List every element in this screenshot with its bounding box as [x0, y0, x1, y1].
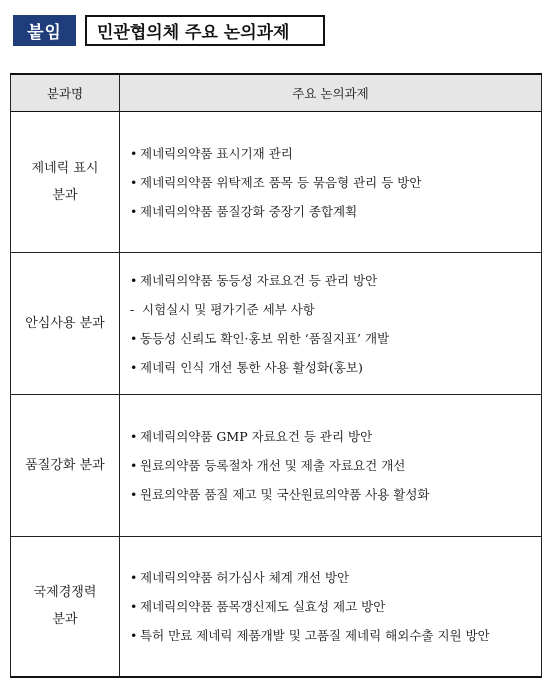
list-item: [130, 168, 541, 197]
task-text: 제네릭의약품 위탁제조 품목 등 묶음형 관리 등 방안: [140, 174, 422, 190]
list-item: [130, 480, 541, 509]
category-label: 분과: [52, 612, 78, 628]
bullet-marker: •: [130, 429, 138, 444]
table-header-row: [11, 74, 542, 112]
table-row: [11, 537, 542, 677]
tasks-cell: [120, 112, 542, 253]
list-item: [130, 621, 541, 650]
list-item: [130, 197, 541, 226]
task-text: 제네릭의약품 품질강화 중장기 종합계획: [140, 203, 358, 219]
bullet-marker: •: [130, 174, 138, 190]
list-item: [130, 422, 541, 451]
task-text: 제네릭의약품 품목갱신제도 실효성 제고 방안: [140, 598, 386, 614]
bullet-marker: -: [130, 301, 135, 317]
category-cell: [11, 112, 120, 253]
list-item: [130, 451, 541, 480]
task-text: 원료의약품 등록절차 개선 및 제출 자료요건 개선: [140, 458, 406, 473]
task-text: 시험실시 및 평가기준 세부 사항: [142, 301, 315, 317]
bullet-marker: •: [130, 359, 138, 375]
table-body: [11, 112, 542, 677]
category-label: 품질강화 분과: [25, 458, 105, 473]
list-item: [130, 139, 541, 168]
list-item: [130, 563, 541, 592]
page-title: 민관협의체 주요 논의과제: [85, 15, 325, 46]
table-row: [11, 395, 542, 537]
bullet-marker: •: [130, 487, 138, 502]
bullet-marker: •: [130, 627, 138, 643]
task-text: 제네릭의약품 동등성 자료요건 등 관리 방안: [140, 272, 378, 288]
list-item: [130, 353, 541, 382]
task-text: 제네릭의약품 표시기재 관리: [140, 145, 293, 161]
tasks-cell: [120, 253, 542, 395]
bullet-marker: •: [130, 598, 138, 614]
column-header-category: 분과명: [11, 74, 120, 112]
task-text: 제네릭의약품 허가심사 체계 개선 방안: [140, 569, 350, 585]
bullet-marker: •: [130, 272, 138, 288]
category-cell: [11, 253, 120, 395]
task-text: 특허 만료 제네릭 제품개발 및 고품질 제네릭 해외수출 지원 방안: [140, 627, 490, 643]
list-item: [130, 266, 541, 295]
task-text: 제네릭의약품 GMP 자료요건 등 관리 방안: [140, 429, 373, 444]
sub-list-item: [130, 295, 541, 324]
bullet-marker: •: [130, 145, 138, 161]
category-cell: [11, 395, 120, 537]
tasks-cell: [120, 537, 542, 677]
table-row: [11, 112, 542, 253]
list-item: [130, 592, 541, 621]
bullet-marker: •: [130, 203, 138, 219]
category-label: 분과: [52, 188, 78, 203]
bullet-marker: •: [130, 458, 138, 473]
category-label: 제네릭 표시: [31, 161, 99, 176]
tasks-cell: [120, 395, 542, 537]
tasks-table: [10, 73, 542, 678]
task-text: 동등성 신뢰도 확인·홍보 위한 ‘품질지표’ 개발: [140, 330, 390, 346]
column-header-tasks: 주요 논의과제: [120, 74, 542, 112]
attachment-badge: 붙임: [13, 15, 76, 46]
table-row: [11, 253, 542, 395]
bullet-marker: •: [130, 330, 138, 346]
header: [13, 15, 325, 46]
list-item: [130, 324, 541, 353]
category-label: 안심사용 분과: [25, 316, 105, 331]
task-text: 원료의약품 품질 제고 및 국산원료의약품 사용 활성화: [140, 487, 430, 502]
task-text: 제네릭 인식 개선 통한 사용 활성화(홍보): [140, 359, 363, 375]
bullet-marker: •: [130, 569, 138, 585]
category-cell: [11, 537, 120, 677]
category-label: 국제경쟁력: [33, 585, 97, 601]
